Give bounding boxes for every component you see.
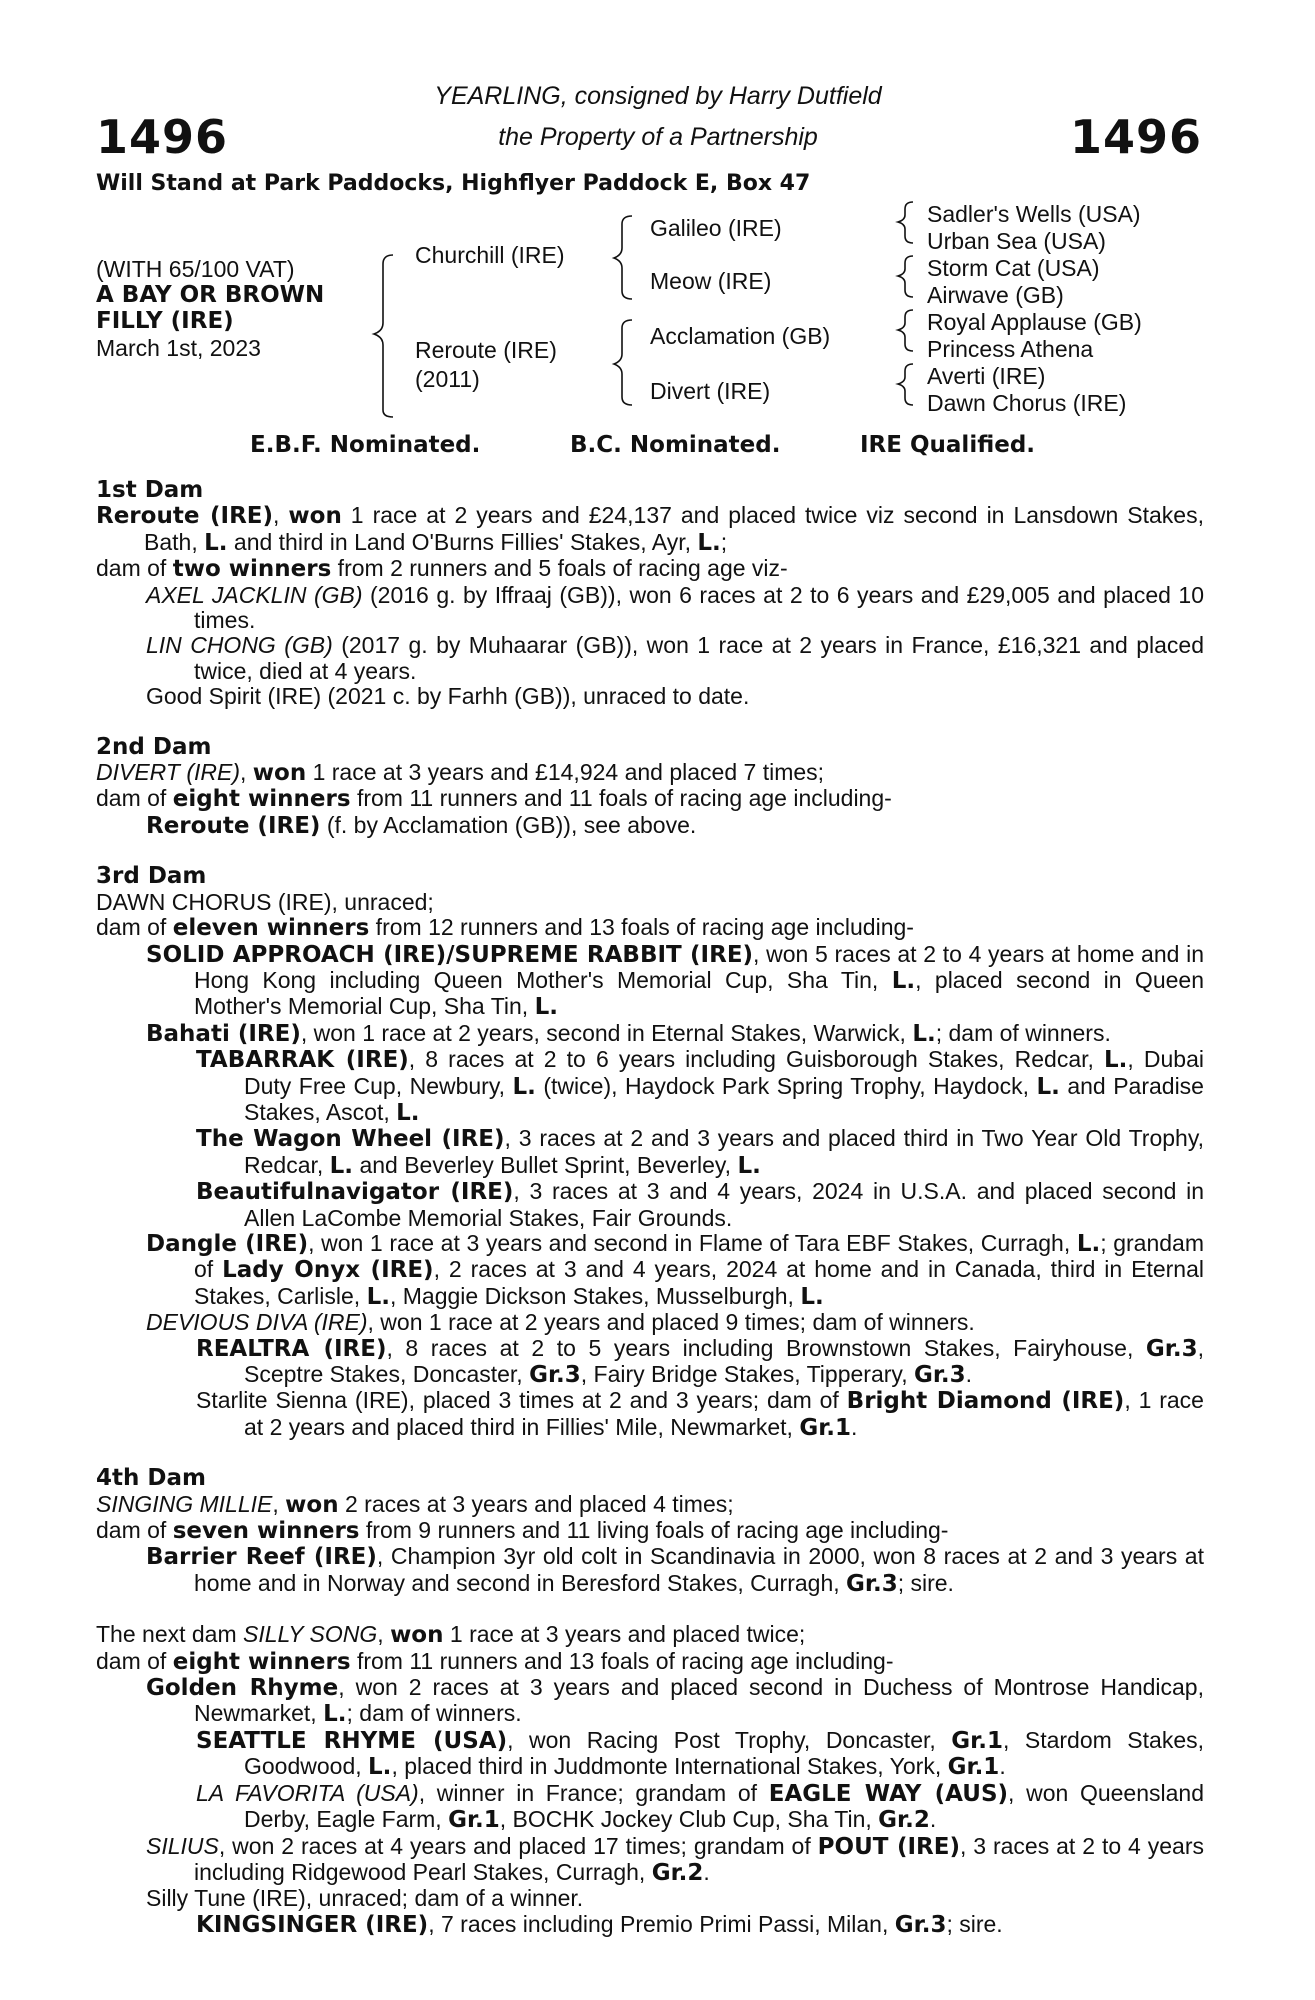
dam-record: Reroute (IRE), won 1 race at 2 years and £24,137 and placed twice viz second in Lansdown Stakes, Bath, L. and third in Land O'Burns Fillies' Stakes, Ayr, L.; — [96, 502, 1204, 556]
dam-record: DIVERT (IRE), won 1 race at 3 years and £14,924 and placed 7 times; — [96, 759, 825, 787]
offspring-entry: Barrier Reef (IRE), Champion 3yr old colt in Scandinavia in 2000, won 8 races at 2 and 3 years at home and in Norway and second in Beresford Stakes, Curragh, Gr.3; sire. — [146, 1543, 1204, 1597]
pedigree-dam-dam: Divert (IRE) — [650, 378, 771, 404]
pedigree-sire: Churchill (IRE) — [415, 242, 565, 268]
grandoffspring-entry: The Wagon Wheel (IRE), 3 races at 2 and 3 years and placed third in Two Year Old Trophy, Redcar, L. and Beverley Bullet Sprint, Beverley, L. — [196, 1125, 1204, 1179]
horse-name-line2: FILLY (IRE) — [96, 308, 234, 334]
listed-mark: L. — [697, 529, 721, 556]
grandoffspring-entry: TABARRAK (IRE), 8 races at 2 to 6 years including Guisborough Stakes, Redcar, L., Dubai Duty Free Cup, Newbury, L. (twice), Haydock Park Spring Trophy, Haydock, L. and Paradise Stakes, Ascot, L. — [196, 1046, 1205, 1126]
pedigree-dam: Reroute (IRE) — [415, 337, 557, 363]
pedigree-bracket-gen3 — [0, 0, 1, 1]
horse-name: SILIUS — [146, 1832, 219, 1859]
horse-name: SILLY SONG — [243, 1621, 378, 1648]
pedigree-gen3-2: Urban Sea (USA) — [927, 228, 1106, 254]
catalogue-body — [96, 478, 1204, 1963]
grandoffspring-entry: LA FAVORITA (USA), winner in France; grandam of EAGLE WAY (AUS), won Queensland Derby, Eagle Farm, Gr.1, BOCHK Jockey Club Cup, Sha Tin, Gr.2. — [196, 1779, 1204, 1834]
first-dam-section — [96, 478, 1204, 710]
horse-name: LA FAVORITA (USA) — [196, 1779, 419, 1806]
second-dam-section — [96, 735, 1204, 840]
horse-name: SEATTLE RHYME (USA) — [196, 1727, 508, 1754]
offspring-entry: SILIUS, won 2 races at 4 years and placed 17 times; grandam of POUT (IRE), 3 races at 2 to 4 years including Ridgewood Pearl Stakes, Curragh, Gr.2. — [146, 1832, 1204, 1886]
offspring-entry: LIN CHONG (GB) (2017 g. by Muhaarar (GB)), won 1 race at 2 years in France, £16,321 and placed twice, died at 4 years. — [146, 632, 1204, 684]
horse-name: LIN CHONG (GB) — [146, 632, 333, 659]
offspring-entry: Golden Rhyme, won 2 races at 3 years and placed second in Duchess of Montrose Handicap, Newmarket, L.; dam of winners. — [146, 1674, 1204, 1728]
pedigree-gen3-3: Storm Cat (USA) — [927, 255, 1100, 281]
property-line: the Property of a Partnership — [498, 123, 818, 151]
offspring-entry: Good Spirit (IRE) (2021 c. by Farhh (GB)), unraced to date. — [146, 683, 750, 710]
vat-note: (WITH 65/100 VAT) — [96, 256, 295, 282]
pedigree-sire-dam: Meow (IRE) — [650, 268, 772, 294]
listed-mark: L. — [204, 529, 228, 556]
bc-nomination: B.C. Nominated. — [570, 432, 781, 458]
dam-record: DAWN CHORUS (IRE), unraced; — [96, 888, 434, 915]
produce-summary: dam of two winners from 2 runners and 5 foals of racing age viz- — [96, 555, 788, 583]
pedigree-gen3-6: Princess Athena — [927, 336, 1094, 362]
horse-name: REALTRA (IRE) — [196, 1335, 387, 1362]
dam-record: The next dam SILLY SONG, won 1 race at 3 years and placed twice; — [96, 1621, 806, 1649]
offspring-entry: AXEL JACKLIN (GB) (2016 g. by Iffraaj (GB)), won 6 races at 2 to 6 years and £29,005 and placed 10 times. — [146, 581, 1204, 634]
grandoffspring-entry: Beautifulnavigator (IRE), 3 races at 3 and 4 years, 2024 in U.S.A. and placed second in Allen LaCombe Memorial Stakes, Fair Grounds. — [196, 1178, 1204, 1231]
venue-line: Will Stand at Park Paddocks, Highflyer Paddock E, Box 47 — [96, 171, 811, 196]
ire-qualified: IRE Qualified. — [860, 432, 1036, 458]
horse-name: Barrier Reef (IRE) — [146, 1544, 377, 1571]
horse-name: DEVIOUS DIVA (IRE) — [146, 1309, 368, 1336]
pedigree-gen3-5: Royal Applause (GB) — [927, 309, 1142, 335]
produce-summary: dam of eight winners from 11 runners and 13 foals of racing age including- — [96, 1647, 894, 1675]
pedigree-gen3-7: Averti (IRE) — [927, 363, 1046, 389]
offspring-entry: Dangle (IRE), won 1 race at 3 years and second in Flame of Tara EBF Stakes, Curragh, L.; grandam of Lady Onyx (IRE), 2 races at 3 and 4 years, 2024 at home and in Canada, third in Eternal Stakes, Carlisle, L., Maggie Dickson Stakes, Musselburgh, L. — [146, 1229, 1205, 1310]
consignor-line: YEARLING, consigned by Harry Dutfield — [434, 82, 882, 110]
pedigree-gen3-8: Dawn Chorus (IRE) — [927, 390, 1127, 416]
offspring-entry: SOLID APPROACH (IRE)/SUPREME RABBIT (IRE), won 5 races at 2 to 4 years at home and in Hong Kong including Queen Mother's Memorial Cup, Sha Tin, L., placed second in Queen Mother's Memorial Cup, Sha Tin, L. — [146, 940, 1204, 1021]
lot-number-right: 1496 — [1069, 110, 1202, 164]
ebf-nomination: E.B.F. Nominated. — [250, 432, 481, 458]
horse-name: AXEL JACKLIN (GB) — [146, 581, 363, 608]
horse-name: The Wagon Wheel (IRE) — [196, 1126, 505, 1153]
horse-name: Dangle (IRE) — [146, 1230, 309, 1257]
horse-name-line1: A BAY OR BROWN — [96, 282, 325, 308]
won-label: won — [288, 503, 342, 530]
horse-name: Reroute (IRE) — [146, 812, 321, 839]
third-dam-section — [96, 864, 1204, 1441]
horse-name: SINGING MILLIE — [96, 1490, 273, 1517]
next-dam-section — [96, 1622, 1204, 1938]
foaling-date: March 1st, 2023 — [96, 335, 261, 361]
horse-name: TABARRAK (IRE) — [196, 1047, 409, 1074]
produce-summary: dam of eight winners from 11 runners and 11 foals of racing age including- — [96, 785, 892, 813]
section-heading: 1st Dam — [96, 477, 204, 503]
fourth-dam-section — [96, 1466, 1204, 1597]
lot-number-left: 1496 — [96, 110, 229, 164]
offspring-entry: DEVIOUS DIVA (IRE), won 1 race at 2 years and placed 9 times; dam of winners. — [146, 1309, 975, 1336]
horse-name: Beautifulnavigator (IRE) — [196, 1179, 514, 1206]
horse-name: KINGSINGER (IRE) — [196, 1911, 429, 1938]
offspring-entry: Bahati (IRE), won 1 race at 2 years, second in Eternal Stakes, Warwick, L.; dam of winners. — [146, 1019, 1111, 1047]
pedigree-sire-sire: Galileo (IRE) — [650, 215, 782, 241]
grandoffspring-entry: REALTRA (IRE), 8 races at 2 to 5 years including Brownstown Stakes, Fairyhouse, Gr.3, Sceptre Stakes, Doncaster, Gr.3, Fairy Bridge Stakes, Tipperary, Gr.3. — [196, 1334, 1204, 1388]
horse-name: DIVERT (IRE) — [96, 759, 240, 786]
horse-name: Bahati (IRE) — [146, 1020, 301, 1047]
offspring-entry: Reroute (IRE) (f. by Acclamation (GB)), see above. — [146, 811, 697, 839]
pedigree-dam-year: (2011) — [415, 366, 480, 392]
dam-record: SINGING MILLIE, won 2 races at 3 years and placed 4 times; — [96, 1490, 734, 1518]
produce-summary: dam of eleven winners from 12 runners and 13 foals of racing age including- — [96, 914, 914, 942]
produce-summary: dam of seven winners from 9 runners and 11 living foals of racing age including- — [96, 1517, 949, 1545]
section-heading: 3rd Dam — [96, 863, 207, 890]
offspring-entry: Silly Tune (IRE), unraced; dam of a winner. — [146, 1885, 584, 1912]
pedigree-dam-sire: Acclamation (GB) — [650, 323, 831, 349]
grandoffspring-entry: KINGSINGER (IRE), 7 races including Premio Primi Passi, Milan, Gr.3; sire. — [196, 1910, 1003, 1938]
horse-name: SOLID APPROACH (IRE)/SUPREME RABBIT (IRE) — [146, 941, 754, 968]
pedigree-gen3-4: Airwave (GB) — [927, 282, 1064, 308]
section-heading: 2nd Dam — [96, 733, 212, 760]
section-heading: 4th Dam — [96, 1465, 206, 1492]
grandoffspring-entry: Starlite Sienna (IRE), placed 3 times at 2 and 3 years; dam of Bright Diamond (IRE), 1 race at 2 years and placed third in Fillies' Mile, Newmarket, Gr.1. — [196, 1387, 1204, 1441]
horse-name: Reroute (IRE) — [96, 503, 274, 530]
horse-name: Golden Rhyme — [146, 1675, 339, 1702]
grandoffspring-entry: SEATTLE RHYME (USA), won Racing Post Trophy, Doncaster, Gr.1, Stardom Stakes, Goodwood, L., placed third in Juddmonte International Stakes, York, Gr.1. — [196, 1726, 1204, 1781]
pedigree-gen3-1: Sadler's Wells (USA) — [927, 201, 1141, 227]
